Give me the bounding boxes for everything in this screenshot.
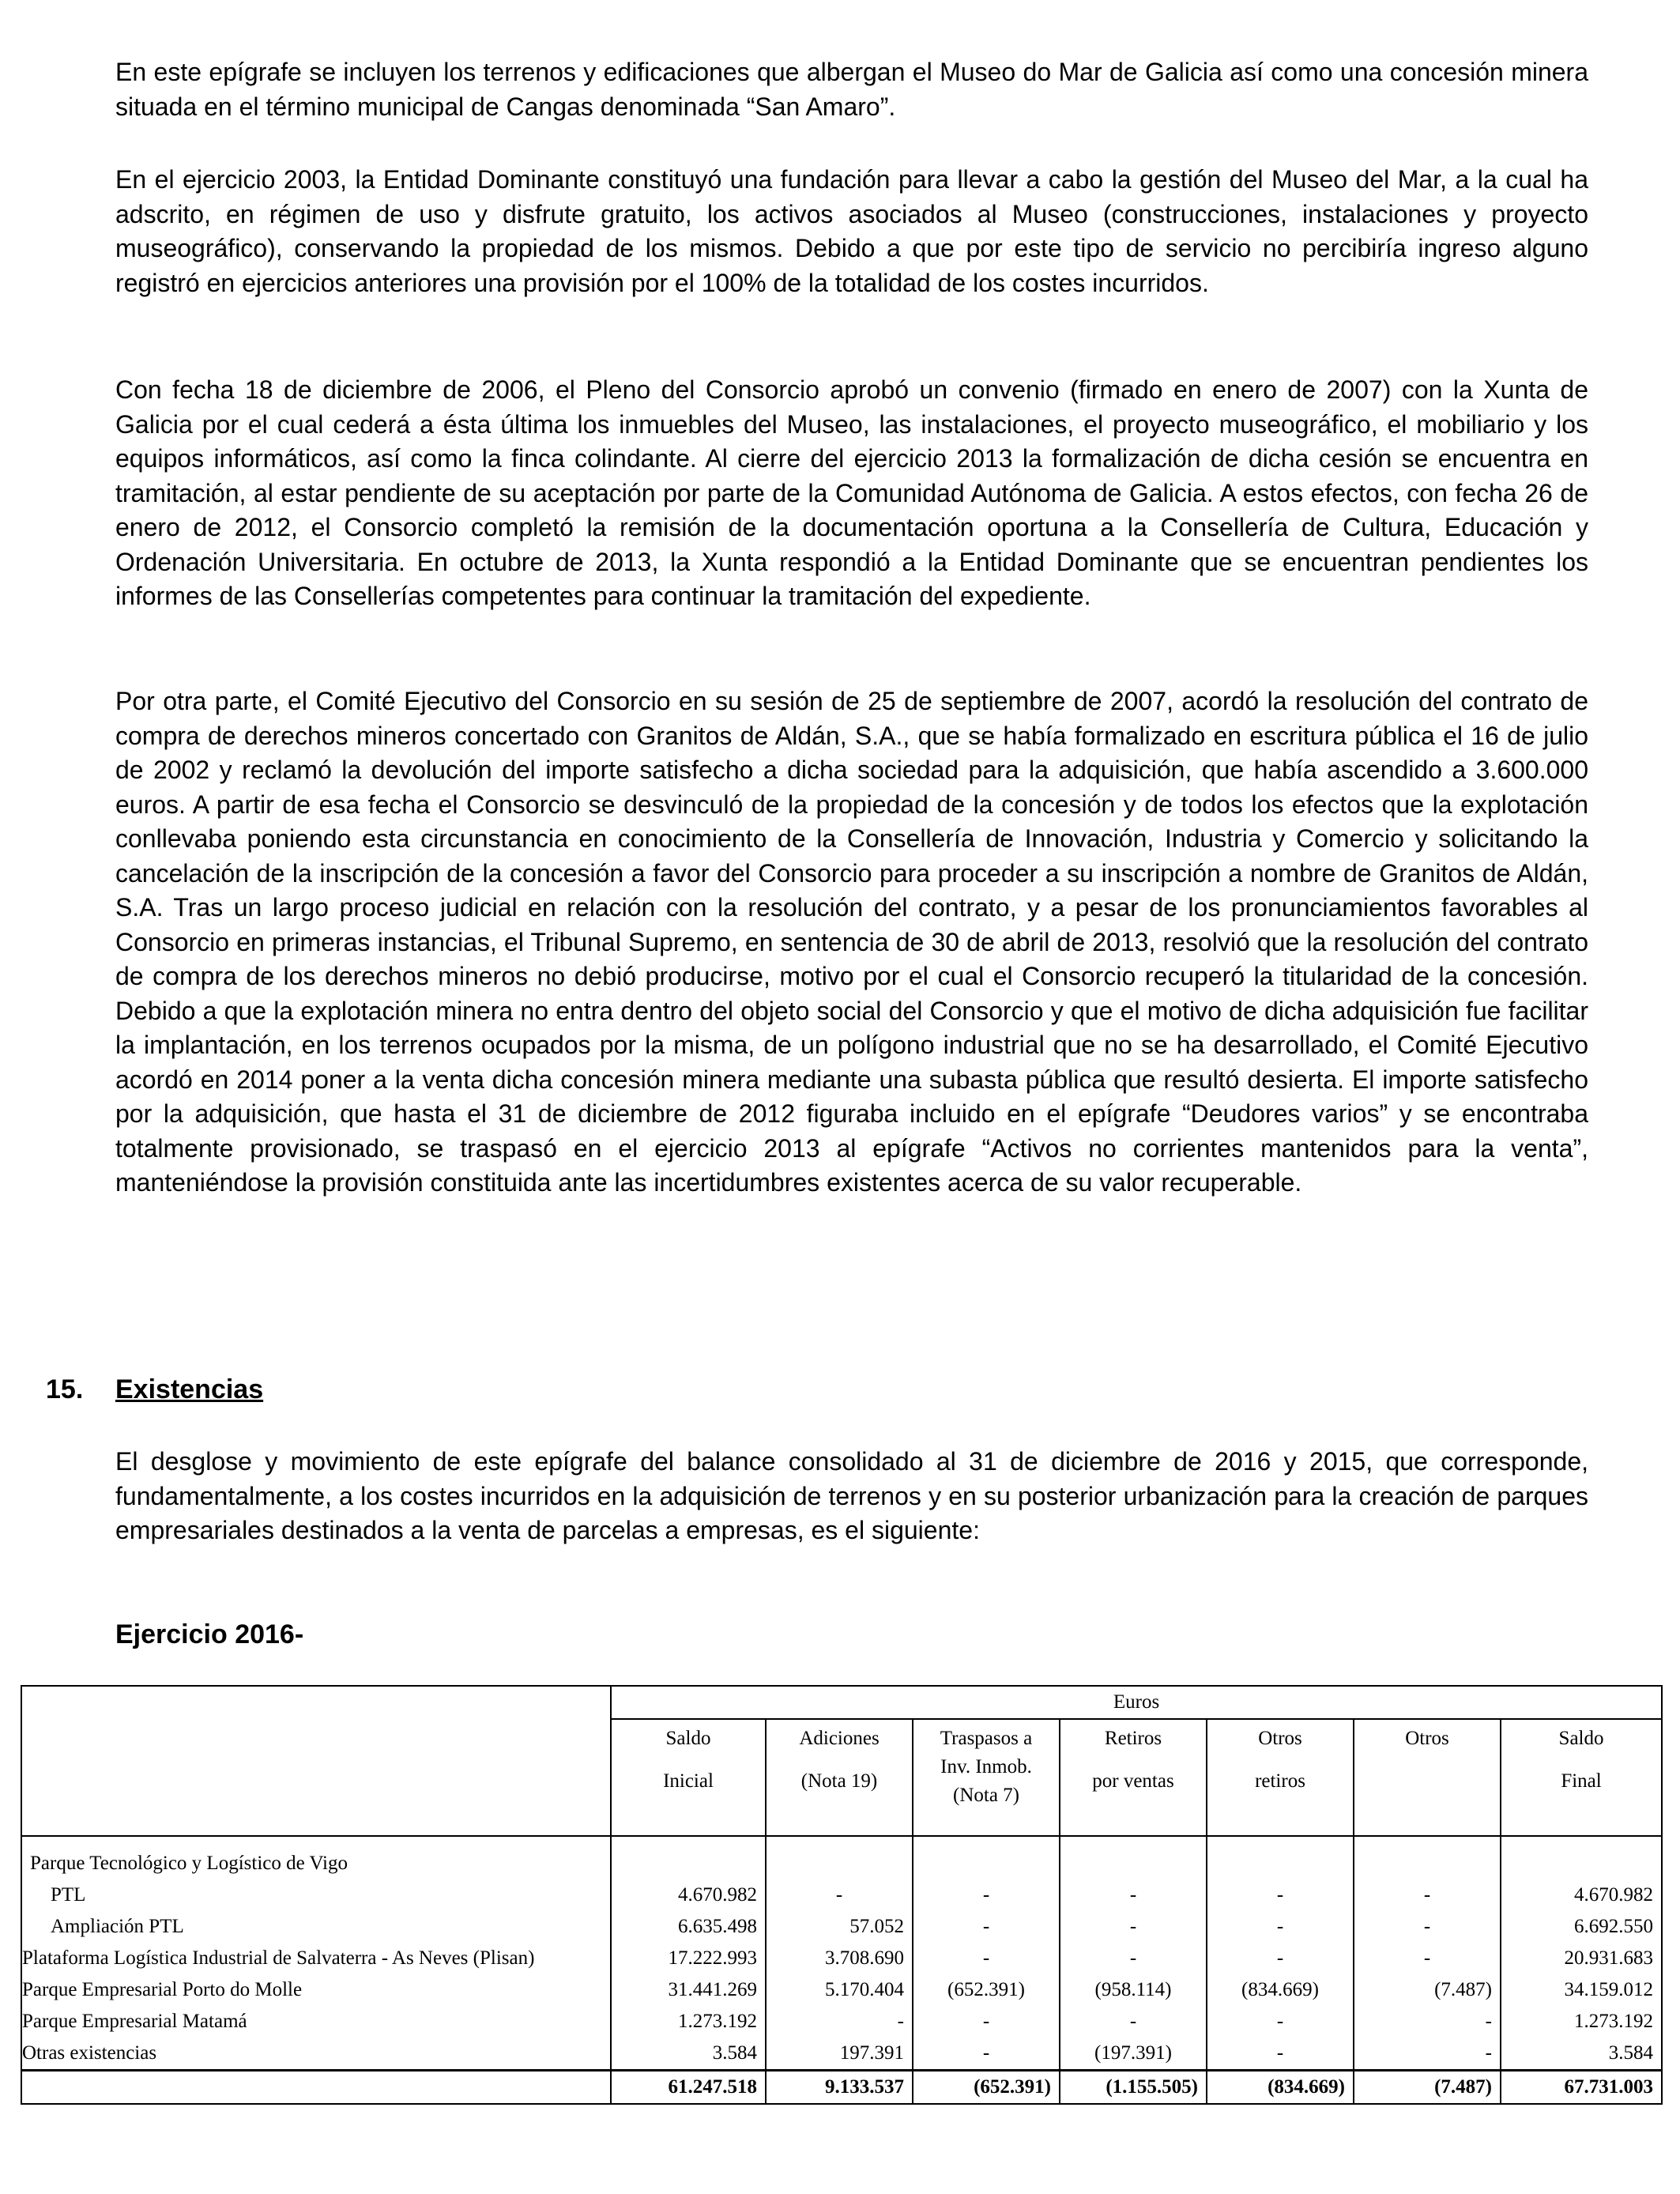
group-label: Parque Tecnológico y Logístico de Vigo bbox=[30, 1853, 348, 1874]
currency-label: Euros bbox=[611, 1686, 1662, 1719]
total-value: (652.391) bbox=[913, 2071, 1060, 2105]
table-row: Otras existencias 3.584 197.391 - (197.391) - - 3.584 bbox=[21, 2038, 1662, 2071]
row-label: Plataforma Logística Industrial de Salvaterra - As Neves (Plisan) bbox=[22, 1947, 535, 1969]
table-row: Parque Empresarial Matamá 1.273.192 - - - - - 1.273.192 bbox=[21, 2006, 1662, 2038]
column-header-row bbox=[21, 1719, 1662, 1810]
total-value: (1.155.505) bbox=[1060, 2071, 1207, 2105]
total-value: (7.487) bbox=[1354, 2071, 1501, 2105]
column-header: Saldo Final bbox=[1501, 1719, 1662, 1810]
paragraph-fundacion-2003: En el ejercicio 2003, la Entidad Dominante constituyó una fundación para llevar a cabo la gestión del Museo del Mar, a la cual ha adscrito, en régimen de uso y disfrute gratuito, los activos asociados al Museo (construcciones, instalaciones y proyecto museográfico), conservando la propiedad de los mismos. Debido a que por este tipo de servicio no percibiría ingreso alguno registró en ejercicios anteriores una provisión por el 100% de la totalidad de los costes incurridos. bbox=[115, 165, 1588, 297]
paragraph-derechos-mineros: Por otra parte, el Comité Ejecutivo del Consorcio en su sesión de 25 de septiembre de 2007, acordó la resolución del contrato de compra de derechos mineros concertado con Granitos de Aldán, S.A., que se había formalizado en escritura pública el 16 de julio de 2002 y reclamó la devolución del importe satisfecho a dicha sociedad para la adquisición, que había ascendido a 3.600.000 euros. A partir de esa fecha el Consorcio se desvinculó de la propiedad de la concesión y de todos los efectos que la explotación conllevaba poniendo esta circunstancia en conocimiento de la Consellería de Innovación, Industria y Comercio y solicitando la cancelación de la inscripción de la concesión a favor del Consorcio para proceder a su inscripción a nombre de Granitos de Aldán, S.A. Tras un largo proceso judicial en relación con la resolución del contrato, y a pesar de los pronunciamientos favorables al Consorcio en primeras instancias, el Tribunal Supremo, en sentencia de 30 de abril de 2013, resolvió que la resolución del contrato de compra de los derechos mineros no debió producirse, motivo por el cual el Consorcio recuperó la titularidad de la concesión. Debido a que la explotación minera no entra dentro del objeto social del Consorcio y que el motivo de dicha adquisición fue facilitar la implantación, en los terrenos ocupados por la misma, de un polígono industrial que no se ha desarrollado, el Comité Ejecutivo acordó en 2014 poner a la venta dicha concesión minera mediante una subasta pública que resultó desierta. El importe satisfecho por la adquisición, que hasta el 31 de diciembre de 2012 figuraba incluido en el epígrafe “Deudores varios” y se encontraba totalmente provisionado, se traspasó en el ejercicio 2013 al epígrafe “Activos no corrientes mantenidos para la venta”, manteniéndose la provisión constituida ante las incertidumbres existentes acerca de su valor recuperable. bbox=[115, 687, 1588, 1197]
subheading-ejercicio: Ejercicio 2016- bbox=[115, 1619, 304, 1649]
table-row: Plataforma Logística Industrial de Salvaterra - As Neves (Plisan) 17.222.993 3.708.690 - - - - 20.931.683 bbox=[21, 1943, 1662, 1974]
existencias-table bbox=[21, 1685, 1663, 2105]
row-label: Otras existencias bbox=[22, 2042, 157, 2064]
column-header: Traspasos a Inv. Inmob. (Nota 7) bbox=[913, 1719, 1060, 1810]
row-label: Parque Empresarial Matamá bbox=[22, 2011, 247, 2032]
header-spacer-row bbox=[21, 1810, 1662, 1836]
row-label: Ampliación PTL bbox=[51, 1916, 184, 1937]
total-value: (834.669) bbox=[1207, 2071, 1354, 2105]
table-row: PTL 4.670.982 - - - - - 4.670.982 bbox=[21, 1879, 1662, 1911]
section-number: 15. bbox=[46, 1374, 84, 1404]
total-value: 61.247.518 bbox=[611, 2071, 766, 2105]
group-row bbox=[21, 1836, 1662, 1879]
column-header: Otros bbox=[1354, 1719, 1501, 1810]
column-header: Adiciones (Nota 19) bbox=[766, 1719, 913, 1810]
currency-header-row bbox=[21, 1686, 1662, 1719]
column-header: Retiros por ventas bbox=[1060, 1719, 1207, 1810]
row-label: PTL bbox=[51, 1884, 86, 1906]
column-header: Saldo Inicial bbox=[611, 1719, 766, 1810]
total-value: 67.731.003 bbox=[1501, 2071, 1662, 2105]
paragraph-convenio-xunta: Con fecha 18 de diciembre de 2006, el Pleno del Consorcio aprobó un convenio (firmado en enero de 2007) con la Xunta de Galicia por el cual cederá a ésta última los inmuebles del Museo, las instalaciones, el proyecto museográfico, el mobiliario y los equipos informáticos, así como la finca colindante. Al cierre del ejercicio 2013 la formalización de dicha cesión se encuentra en tramitación, al estar pendiente de su aceptación por parte de la Comunidad Autónoma de Galicia. A estos efectos, con fecha 26 de enero de 2012, el Consorcio completó la remisión de la documentación oportuna a la Consellería de Cultura, Educación y Ordenación Universitaria. En octubre de 2013, la Xunta respondió a la Entidad Dominante que se encuentran pendientes los informes de las Consellerías competentes para continuar la tramitación del expediente. bbox=[115, 375, 1588, 610]
paragraph-museo-do-mar: En este epígrafe se incluyen los terrenos y edificaciones que albergan el Museo do Mar de Galicia así como una concesión minera situada en el término municipal de Cangas denominada “San Amaro”. bbox=[115, 58, 1588, 121]
total-row bbox=[21, 2071, 1662, 2105]
existencias-table-container bbox=[21, 1685, 1661, 2105]
section-heading bbox=[46, 1372, 263, 1407]
table-row: Ampliación PTL 6.635.498 57.052 - - - - 6.692.550 bbox=[21, 1911, 1662, 1943]
section-title: Existencias bbox=[115, 1374, 264, 1404]
total-value: 9.133.537 bbox=[766, 2071, 913, 2105]
table-row: Parque Empresarial Porto do Molle 31.441.269 5.170.404 (652.391) (958.114) (834.669) (7.487) 34.159.012 bbox=[21, 1974, 1662, 2006]
paragraph-desglose: El desglose y movimiento de este epígrafe del balance consolidado al 31 de diciembre de 2016 y 2015, que corresponde, fundamentalmente, a los costes incurridos en la adquisición de terrenos y en su posterior urbanización para la creación de parques empresariales destinados a la venta de parcelas a empresas, es el siguiente: bbox=[115, 1447, 1588, 1544]
row-label: Parque Empresarial Porto do Molle bbox=[22, 1979, 303, 2000]
column-header: Otros retiros bbox=[1207, 1719, 1354, 1810]
